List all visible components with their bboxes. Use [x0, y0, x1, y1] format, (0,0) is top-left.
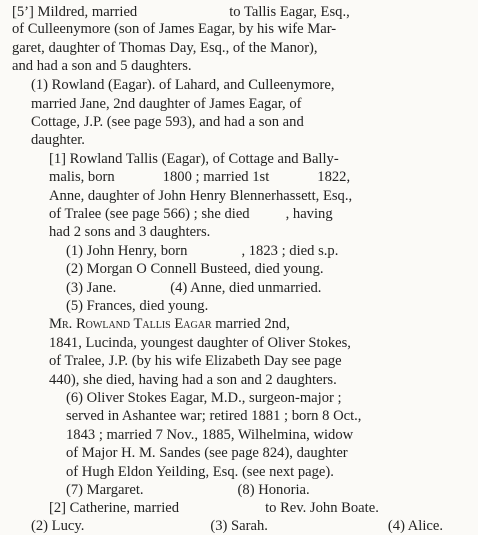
text-line: Anne, daughter of John Henry Blennerhassett, Esq.,: [49, 188, 353, 204]
text-line: [1] Rowland Tallis (Eagar), of Cottage and Bally-: [49, 151, 339, 167]
text-line: of Major H. M. Sandes (see page 824), daughter: [66, 445, 348, 461]
text-line: of Tralee, J.P. (by his wife Elizabeth Day see page: [49, 353, 342, 369]
text-line: had 2 sons and 3 daughters.: [49, 224, 211, 240]
text-line: (3) Jane. (4) Anne, died unmarried.: [66, 280, 322, 296]
text-line: of Tralee (see page 566) ; she died , having: [49, 206, 333, 222]
text-line: [2] Catherine, married to Rev. John Boate.: [49, 500, 379, 516]
text-line: Cottage, J.P. (see page 593), and had a son and: [31, 114, 304, 130]
text-line: [5’] Mildred, married to Tallis Eagar, Esq.,: [12, 4, 350, 20]
text-line: (5) Frances, died young.: [66, 298, 209, 314]
text-line: served in Ashantee war; retired 1881 ; born 8 Oct.,: [66, 408, 362, 424]
text-line: (1) Rowland (Eagar). of Lahard, and Culleenymore,: [31, 77, 335, 93]
text-line: (6) Oliver Stokes Eagar, M.D., surgeon-major ;: [66, 390, 342, 406]
text-line: of Culleenymore (son of James Eagar, by his wife Mar-: [12, 21, 337, 37]
text-line: married Jane, 2nd daughter of James Eagar, of: [31, 96, 302, 112]
text-line: 1841, Lucinda, youngest daughter of Oliver Stokes,: [49, 335, 351, 351]
text-line: and had a son and 5 daughters.: [12, 58, 192, 74]
text-line: (7) Margaret. (8) Honoria.: [66, 482, 310, 498]
text-line: garet, daughter of Thomas Day, Esq., of the Manor),: [12, 40, 318, 56]
text-line: 440), she died, having had a son and 2 daughters.: [49, 372, 337, 388]
text-line: daughter.: [31, 132, 85, 148]
text-line: (2) Morgan O Connell Busteed, died young.: [66, 261, 324, 277]
text-line: of Hugh Eldon Yeilding, Esq. (see next page).: [66, 464, 334, 480]
text-line: (1) John Henry, born , 1823 ; died s.p.: [66, 243, 339, 259]
text-line: 1843 ; married 7 Nov., 1885, Wilhelmina, widow: [66, 427, 354, 443]
text-line: (2) Lucy. (3) Sarah. (4) Alice.: [31, 518, 444, 534]
text-line: Mr. Rowland Tallis Eagar married 2nd,: [49, 316, 290, 332]
text-line: malis, born 1800 ; married 1st 1822,: [49, 169, 351, 185]
